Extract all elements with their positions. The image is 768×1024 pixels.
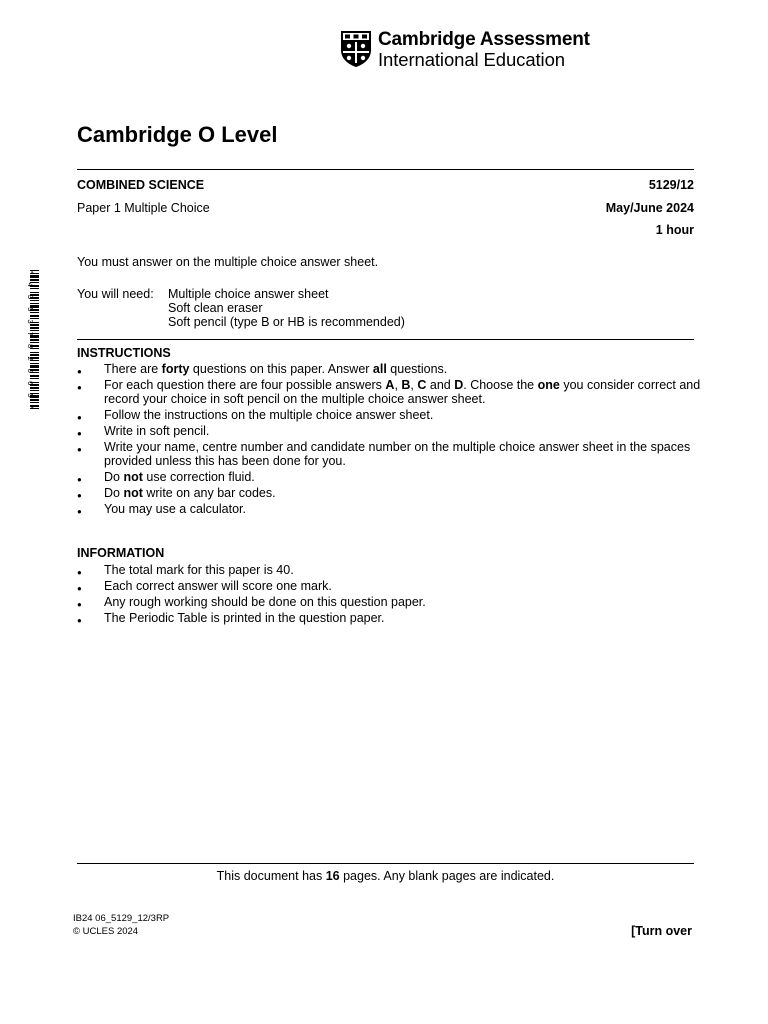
- instruction-text: you consider correct and record your choice in soft pencil on the multiple choice answer sheet.: [104, 378, 701, 407]
- page-count-text-a: This document has: [216, 869, 326, 883]
- bullet-icon: ●: [77, 584, 82, 593]
- information-item: [77, 595, 702, 609]
- qualification-title: Cambridge O Level: [77, 122, 278, 147]
- bullet-icon: ●: [77, 600, 82, 609]
- bullet-icon: ●: [77, 383, 82, 392]
- instruction-text: not: [123, 470, 143, 485]
- information-text: The total mark for this paper is 40.: [104, 563, 294, 577]
- copyright: © UCLES 2024: [73, 926, 139, 937]
- bullet-icon: ●: [77, 507, 82, 517]
- instruction-text: ,: [410, 378, 418, 392]
- divider-instructions: [77, 339, 694, 340]
- instruction-text: C: [417, 378, 427, 392]
- instructions-list: [77, 362, 702, 518]
- divider-footer: [77, 863, 694, 864]
- page-count-text-b: pages. Any blank pages are indicated.: [339, 869, 555, 883]
- bullet-icon: ●: [77, 413, 82, 423]
- instruction-text: and: [426, 378, 455, 392]
- page-count: 16: [325, 869, 340, 883]
- bullet-icon: ●: [77, 475, 82, 485]
- need-item: Multiple choice answer sheet: [168, 287, 329, 301]
- instruction-text: forty: [161, 362, 190, 376]
- instruction-text: You may use a calculator.: [104, 502, 246, 517]
- instruction-text: ,: [394, 378, 402, 392]
- need-label: You will need:: [77, 287, 154, 301]
- need-list: [168, 287, 405, 329]
- instruction-text: one: [537, 378, 560, 392]
- need-item: Soft pencil (type B or HB is recommended): [168, 315, 405, 329]
- instruction-text: Write in soft pencil.: [104, 424, 210, 439]
- information-list: [77, 563, 702, 627]
- bullet-icon: ●: [77, 491, 82, 501]
- answer-sheet-note: You must answer on the multiple choice answer sheet.: [77, 255, 379, 269]
- subject-title: COMBINED SCIENCE: [77, 178, 205, 192]
- bullet-icon: ●: [77, 445, 82, 455]
- information-text: The Periodic Table is printed in the question paper.: [104, 611, 385, 625]
- information-item: [77, 563, 702, 577]
- instruction-text: A: [385, 378, 395, 392]
- instruction-text: Do: [104, 470, 124, 485]
- paper-code: 5129/12: [648, 178, 694, 192]
- instruction-text: questions.: [386, 362, 448, 376]
- instruction-item: [77, 362, 702, 376]
- paper-name: Paper 1 Multiple Choice: [77, 201, 210, 215]
- instruction-text: . Choose the: [463, 378, 538, 392]
- bullet-icon: ●: [77, 568, 82, 577]
- instruction-text: D: [454, 378, 464, 392]
- instruction-text: Do: [104, 486, 124, 501]
- instruction-item: [77, 440, 702, 468]
- turn-over: [Turn over: [631, 924, 692, 938]
- information-text: Any rough working should be done on this question paper.: [104, 595, 426, 609]
- cambridge-crest-icon: [340, 30, 372, 68]
- exam-duration: 1 hour: [655, 223, 694, 237]
- instruction-text: B: [401, 378, 411, 392]
- instruction-text: Follow the instructions on the multiple choice answer sheet.: [104, 408, 434, 423]
- org-name-line1: Cambridge Assessment: [378, 29, 590, 50]
- bullet-icon: ●: [77, 616, 82, 625]
- instruction-text: not: [123, 486, 143, 501]
- instruction-item: [77, 424, 702, 438]
- instruction-text: write on any bar codes.: [142, 486, 276, 501]
- instructions-heading: INSTRUCTIONS: [77, 346, 171, 360]
- instruction-text: There are: [104, 362, 162, 376]
- instruction-text: questions on this paper. Answer: [189, 362, 373, 376]
- org-logo: [340, 29, 590, 72]
- instruction-text: all: [372, 362, 387, 376]
- divider-top: [77, 169, 694, 170]
- exam-session: May/June 2024: [605, 201, 694, 215]
- information-text: Each correct answer will score one mark.: [104, 579, 332, 593]
- information-heading: INFORMATION: [77, 546, 165, 560]
- instruction-text: use correction fluid.: [142, 470, 255, 485]
- barcode-digits: * 4 3 5 3 7 8 2 0 6 5 *: [25, 270, 33, 410]
- document-reference: IB24 06_5129_12/3RP: [73, 913, 170, 924]
- barcode: [23, 270, 39, 412]
- need-item: Soft clean eraser: [168, 301, 263, 315]
- information-item: [77, 579, 702, 593]
- org-name-line2: International Education: [378, 49, 565, 70]
- instruction-item: [77, 470, 702, 484]
- instruction-item: [77, 408, 702, 422]
- bullet-icon: ●: [77, 367, 82, 376]
- instruction-item: [77, 378, 702, 406]
- information-item: [77, 611, 702, 625]
- bullet-icon: ●: [77, 429, 82, 439]
- instruction-item: [77, 502, 702, 516]
- instruction-text: For each question there are four possible answers: [104, 378, 386, 392]
- instruction-item: [77, 486, 702, 500]
- instruction-text: Write your name, centre number and candidate number on the multiple choice answer sheet in the spaces provided unless this has been done for you.: [104, 440, 691, 469]
- page-count-note: [77, 869, 694, 883]
